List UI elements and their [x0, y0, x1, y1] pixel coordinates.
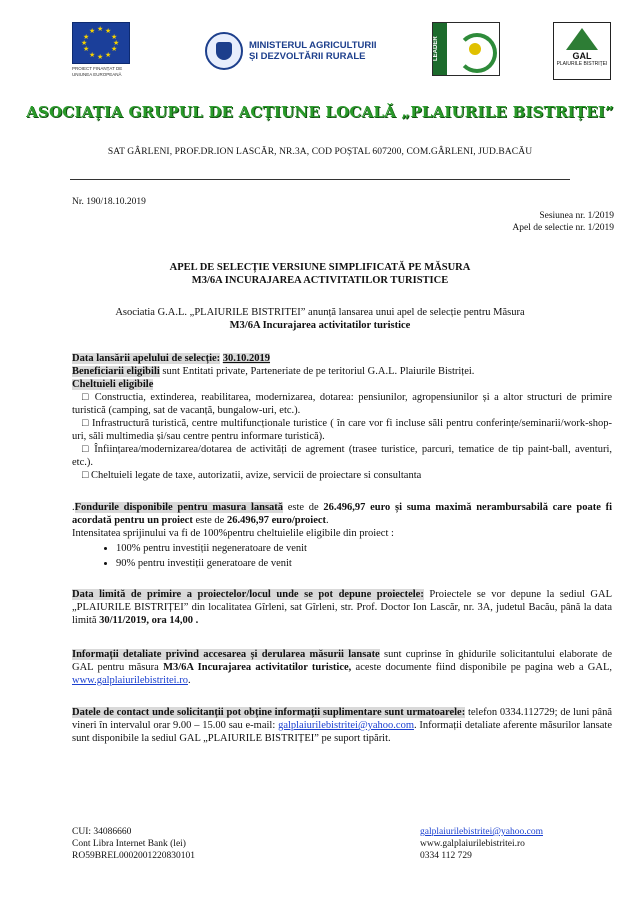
ministry-name-line1: MINISTERUL AGRICULTURII	[249, 40, 377, 51]
call-title	[0, 261, 640, 287]
funds-max-amount: 26.496,97 euro/proiect	[226, 515, 327, 526]
intro-measure: M3/6A Incurajarea activitatilor turistice	[229, 320, 411, 331]
beneficiaries-label: Beneficiarii eligibili	[72, 366, 160, 377]
session-info	[512, 210, 614, 234]
website-link[interactable]: www.galplaiurilebistritei.ro	[72, 675, 188, 686]
registration-number: Nr. 190/18.10.2019	[72, 197, 146, 207]
leader-emblem-icon	[447, 23, 499, 75]
footer-right	[420, 826, 543, 862]
contact-section: Datele de contact unde solicitanții pot obține informații suplimentare sunt urmatoarele: telefon 0334.112729; de luni până vineri în intervalul orar 9.00 – 15.00 sau e-mail: galplaiurilebistritei@yahoo.com. Informații detaliate aferente măsurilor lansate sunt disponibile la sediul GAL „PLAIURILE BISTRIȚEI” pe suport tipărit.	[72, 707, 612, 744]
footer-iban: RO59BREL0002001220830101	[72, 851, 195, 861]
gal-logo	[553, 22, 611, 80]
launch-section	[72, 352, 612, 482]
intro-line1: Asociatia G.A.L. „PLAIURILE BISTRITEI” anunță lansarea unui apel de selecție pentru Măsura	[115, 307, 525, 318]
gal-logo-subtitle: PLAIURILE BISTRIȚEI	[556, 61, 608, 67]
gal-mountain-icon	[566, 28, 598, 50]
list-item: • 90% pentru investiții generatoare de venit	[116, 557, 612, 570]
info-label: Informații detaliate privind accesarea și derularea măsurii lansate	[72, 649, 380, 660]
eu-caption: PROIECT FINANȚAT DE UNIUNEA EUROPEANĂ	[72, 66, 123, 77]
contact-label: Datele de contact unde solicitanții pot obține informații suplimentare sunt urmatoarele:	[72, 707, 466, 718]
ministry-logo	[205, 32, 377, 70]
expenses-label: Cheltuieli eligibile	[72, 379, 154, 390]
leader-logo	[432, 22, 500, 76]
beneficiaries-text: sunt Entitati private, Parteneriate de pe teritoriul G.A.L. Plaiurile Bistriței.	[162, 366, 475, 377]
footer-left	[72, 826, 195, 862]
expense-item: □ Constructia, extinderea, reabilitarea, modernizarea, dotarea: pensiunilor, agropensiunilor și a altor structuri de primire turistică (camping, sat de vacanță, bungalow-uri, etc.).	[72, 392, 612, 416]
call-title-line1: APEL DE SELECȚIE VERSIUNE SIMPLIFICATĂ PE MĂSURA	[169, 262, 471, 273]
gal-logo-name: GAL	[572, 51, 592, 61]
eu-flag-icon: ★ ★ ★ ★ ★ ★ ★ ★ ★ ★ ★ ★	[72, 22, 130, 64]
funds-amount: 26.496,97 euro	[323, 502, 391, 513]
session-number: Sesiunea nr. 1/2019	[539, 211, 614, 221]
email-link[interactable]: galplaiurilebistritei@yahoo.com	[278, 720, 414, 731]
association-address: SAT GÂRLENI, PROF.DR.ION LASCĂR, NR.3A, COD POȘTAL 607200, COM.GÂRLENI, JUD.BACĂU	[107, 147, 533, 157]
association-title: ASOCIAȚIA GRUPUL DE ACȚIUNE LOCALĂ „PLAIURILE BISTRIȚEI”	[26, 103, 614, 121]
call-title-line2: M3/6A INCURAJAREA ACTIVITATILOR TURISTICE	[191, 275, 449, 286]
ministry-name-line2: ȘI DEZVOLTĂRII RURALE	[249, 51, 366, 62]
footer-email-link[interactable]: galplaiurilebistritei@yahoo.com	[420, 827, 543, 837]
info-measure: M3/6A Incurajarea activitatilor turistice,	[163, 662, 352, 673]
footer-cui: CUI: 34086660	[72, 827, 132, 837]
expense-item: □ Infrastructură turistică, centre multifuncționale turistice ( în care vor fi incluse săli pentru conferințe/seminarii/work-shop-uri, săli multimedia și/sau centre pentru informare turistică).	[72, 418, 613, 442]
list-item: • 100% pentru investiții negeneratoare de venit	[116, 542, 612, 555]
eu-logo	[72, 22, 132, 77]
footer-phone: 0334 112 729	[420, 851, 472, 861]
government-seal-icon	[205, 32, 243, 70]
funds-label: Fondurile disponibile pentru masura lansată	[74, 502, 284, 513]
header-divider	[70, 179, 570, 180]
info-section: Informații detaliate privind accesarea și derularea măsurii lansate sunt cuprinse în ghidurile solicitantului elaborate de GAL pentru măsura M3/6A Incurajarea activitatilor turistice, aceste documente fiind disponibile pe pagina web a GAL, www.galplaiurilebistritei.ro.	[72, 649, 613, 686]
footer-bank: Cont Libra Internet Bank (lei)	[72, 839, 186, 849]
deadline-label: Data limită de primire a proiectelor/locul unde se pot depune proiectele:	[72, 589, 424, 600]
expense-item: □ Înființarea/modernizarea/dotarea de activități de agrement (trasee turistice, parcuri, tematice de tip paint-ball, aventuri, etc.).	[72, 444, 613, 468]
deadline-section	[72, 588, 612, 627]
launch-date: 30.10.2019	[222, 353, 271, 364]
footer-web: www.galplaiurilebistritei.ro	[420, 839, 525, 849]
intro	[0, 306, 640, 332]
deadline-date: 30/11/2019, ora 14,00 .	[99, 615, 199, 626]
call-number: Apel de selectie nr. 1/2019	[512, 223, 614, 233]
expense-item: □ Cheltuieli legate de taxe, autorizatii, avize, servicii de proiectare si consultanta	[82, 470, 422, 481]
launch-label: Data lansării apelului de selecție:	[72, 353, 221, 364]
intensity-list	[72, 542, 612, 570]
intensity-text: Intensitatea sprijinului va fi de 100%pentru cheltuielile eligibile din proiect :	[72, 528, 394, 539]
deadline-text: Proiectele se vor depune la sediul GAL „PLAIURILE BISTRIȚEI” din localitatea Gîrleni, sat Gîrleni, str. Prof. Doctor Ion Lascăr, nr. 3A, judetul Bacău, până la data limită	[72, 589, 612, 626]
funds-section: .Fondurile disponibile pentru masura lansată este de 26.496,97 euro și suma maximă nerambursabilă care poate fi acordată pentru un proiect este de 26.496,97 euro/proiect. Intensitatea sprijinului va fi de 100%pentru cheltuielile eligibile din proiect : • 100% pentru investiții negeneratoare de venit • 90% pentru investiții generatoare de venit	[72, 501, 612, 570]
leader-label: LEADER	[433, 23, 447, 75]
